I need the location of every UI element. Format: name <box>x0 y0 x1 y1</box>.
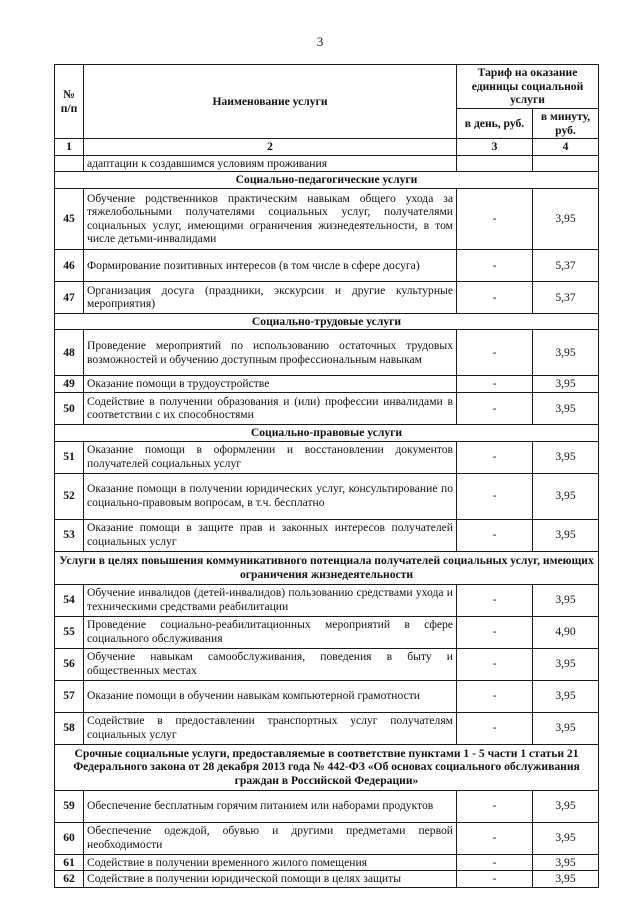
row-number: 46 <box>55 249 84 281</box>
row-number: 51 <box>55 441 84 473</box>
service-name: Оказание помощи в обучении навыкам компьютерной грамотности <box>84 680 457 712</box>
tariff-per-day: - <box>457 616 533 648</box>
tariff-per-day <box>457 155 533 172</box>
tariff-per-minute: 4,90 <box>533 616 599 648</box>
service-name: Оказание помощи в защите прав и законных интересов получателей социальных услуг <box>84 519 457 551</box>
section-heading-row <box>55 313 599 330</box>
tariff-per-day: - <box>457 473 533 519</box>
table-row <box>55 871 599 888</box>
column-number: 1 <box>55 139 84 156</box>
row-number: 60 <box>55 822 84 854</box>
table-row <box>55 473 599 519</box>
header-service-name: Наименование услуги <box>84 65 457 139</box>
tariff-per-minute: 3,95 <box>533 680 599 712</box>
table-body <box>55 155 599 887</box>
section-heading: Срочные социальные услуги, предоставляемые в соответствие пунктами 1 - 5 части 1 статьи 21 Федерального закона от 28 декабря 2013 года № 442-ФЗ «Об основах социального обслуживания граждан в Российской Федерации» <box>55 744 599 790</box>
section-heading: Социально-правовые услуги <box>55 424 599 441</box>
tariff-per-minute: 5,37 <box>533 249 599 281</box>
service-name: Содействие в получении юридической помощи в целях защиты <box>84 871 457 888</box>
column-number: 4 <box>533 139 599 156</box>
row-number: 57 <box>55 680 84 712</box>
tariff-per-minute: 3,95 <box>533 519 599 551</box>
row-number: 61 <box>55 854 84 871</box>
tariff-per-minute: 5,37 <box>533 281 599 313</box>
row-number: 52 <box>55 473 84 519</box>
table-row <box>55 584 599 616</box>
table-row <box>55 249 599 281</box>
header-per-minute: в минуту, руб. <box>533 109 599 139</box>
service-name: Обучение навыкам самообслуживания, поведения в быту и общественных местах <box>84 648 457 680</box>
service-name: Формирование позитивных интересов (в том числе в сфере досуга) <box>84 249 457 281</box>
row-number: 50 <box>55 392 84 424</box>
row-number: 53 <box>55 519 84 551</box>
tariff-per-day: - <box>457 854 533 871</box>
table-row <box>55 155 599 172</box>
tariff-per-day: - <box>457 871 533 888</box>
section-heading-row <box>55 172 599 189</box>
service-name: Организация досуга (праздники, экскурсии и другие культурные мероприятия) <box>84 281 457 313</box>
service-name: Проведение социально-реабилитационных мероприятий в сфере социального обслуживания <box>84 616 457 648</box>
service-name: Обучение инвалидов (детей-инвалидов) пользованию средствами ухода и техническими средствами реабилитации <box>84 584 457 616</box>
table-row <box>55 441 599 473</box>
tariff-per-day: - <box>457 648 533 680</box>
tariff-per-minute: 3,95 <box>533 822 599 854</box>
tariff-per-minute: 3,95 <box>533 473 599 519</box>
service-name: Обеспечение одеждой, обувью и другими предметами первой необходимости <box>84 822 457 854</box>
service-name: Содействие в получении временного жилого помещения <box>84 854 457 871</box>
table-row <box>55 519 599 551</box>
section-heading-row <box>55 424 599 441</box>
header-row-top <box>55 65 599 109</box>
section-heading-row <box>55 551 599 584</box>
header-tariff: Тариф на оказание единицы социальной услуги <box>457 65 599 109</box>
tariff-per-minute: 3,95 <box>533 188 599 249</box>
tariff-per-minute: 3,95 <box>533 392 599 424</box>
tariff-per-day: - <box>457 330 533 376</box>
table-row <box>55 281 599 313</box>
tariff-per-day: - <box>457 188 533 249</box>
tariff-per-minute: 3,95 <box>533 648 599 680</box>
tariff-per-minute: 3,95 <box>533 330 599 376</box>
row-number: 45 <box>55 188 84 249</box>
service-name: Оказание помощи в трудоустройстве <box>84 376 457 393</box>
section-heading-row <box>55 744 599 790</box>
service-name: Оказание помощи в получении юридических услуг, консультирование по социально-правовым вопросам, в т.ч. бесплатно <box>84 473 457 519</box>
tariff-per-day: - <box>457 790 533 822</box>
column-numbers-row <box>55 139 599 156</box>
row-number: 56 <box>55 648 84 680</box>
tariff-table <box>54 64 599 888</box>
tariff-per-minute: 3,95 <box>533 712 599 744</box>
table-row <box>55 854 599 871</box>
tariff-per-day: - <box>457 281 533 313</box>
table-row <box>55 648 599 680</box>
tariff-per-minute <box>533 155 599 172</box>
tariff-per-minute: 3,95 <box>533 584 599 616</box>
service-name: Обучение родственников практическим навыкам общего ухода за тяжелобольными получателями социальных услуг, получателями социальных услуг, имеющими ограничения жизнедеятельности, в том числе детьми-инвалидами <box>84 188 457 249</box>
row-number: 49 <box>55 376 84 393</box>
tariff-per-minute: 3,95 <box>533 854 599 871</box>
header-per-day: в день, руб. <box>457 109 533 139</box>
column-number: 2 <box>84 139 457 156</box>
table-row <box>55 712 599 744</box>
table-row <box>55 392 599 424</box>
header-number: № п/п <box>55 65 84 139</box>
row-number: 58 <box>55 712 84 744</box>
table-row <box>55 616 599 648</box>
tariff-per-day: - <box>457 249 533 281</box>
service-name: Содействие в предоставлении транспортных услуг получателям социальных услуг <box>84 712 457 744</box>
table-row <box>55 376 599 393</box>
tariff-per-minute: 3,95 <box>533 871 599 888</box>
row-number: 54 <box>55 584 84 616</box>
column-number: 3 <box>457 139 533 156</box>
tariff-per-day: - <box>457 519 533 551</box>
tariff-per-day: - <box>457 392 533 424</box>
row-number <box>55 155 84 172</box>
table-row <box>55 790 599 822</box>
tariff-per-day: - <box>457 680 533 712</box>
section-heading: Социально-педагогические услуги <box>55 172 599 189</box>
page-number: 3 <box>316 34 324 49</box>
section-heading: Услуги в целях повышения коммуникативного потенциала получателей социальных услуг, имеющих ограничения жизнедеятельности <box>55 551 599 584</box>
tariff-per-day: - <box>457 712 533 744</box>
tariff-per-minute: 3,95 <box>533 376 599 393</box>
tariff-per-day: - <box>457 584 533 616</box>
service-name: Обеспечение бесплатным горячим питанием или наборами продуктов <box>84 790 457 822</box>
row-number: 59 <box>55 790 84 822</box>
tariff-per-minute: 3,95 <box>533 441 599 473</box>
service-name: Содействие в получении образования и (или) профессии инвалидами в соответствии с их способностями <box>84 392 457 424</box>
section-heading: Социально-трудовые услуги <box>55 313 599 330</box>
table-row <box>55 330 599 376</box>
tariff-per-day: - <box>457 441 533 473</box>
row-number: 48 <box>55 330 84 376</box>
table-row <box>55 680 599 712</box>
table-row <box>55 822 599 854</box>
row-number: 55 <box>55 616 84 648</box>
tariff-per-minute: 3,95 <box>533 790 599 822</box>
service-name: Оказание помощи в оформлении и восстановлении документов получателей социальных услуг <box>84 441 457 473</box>
row-number: 47 <box>55 281 84 313</box>
service-name: Проведение мероприятий по использованию остаточных трудовых возможностей и обучению доступным профессиональным навыкам <box>84 330 457 376</box>
row-number: 62 <box>55 871 84 888</box>
tariff-per-day: - <box>457 822 533 854</box>
tariff-per-day: - <box>457 376 533 393</box>
service-name: адаптации к создавшимся условиям проживания <box>84 155 457 172</box>
table-row <box>55 188 599 249</box>
